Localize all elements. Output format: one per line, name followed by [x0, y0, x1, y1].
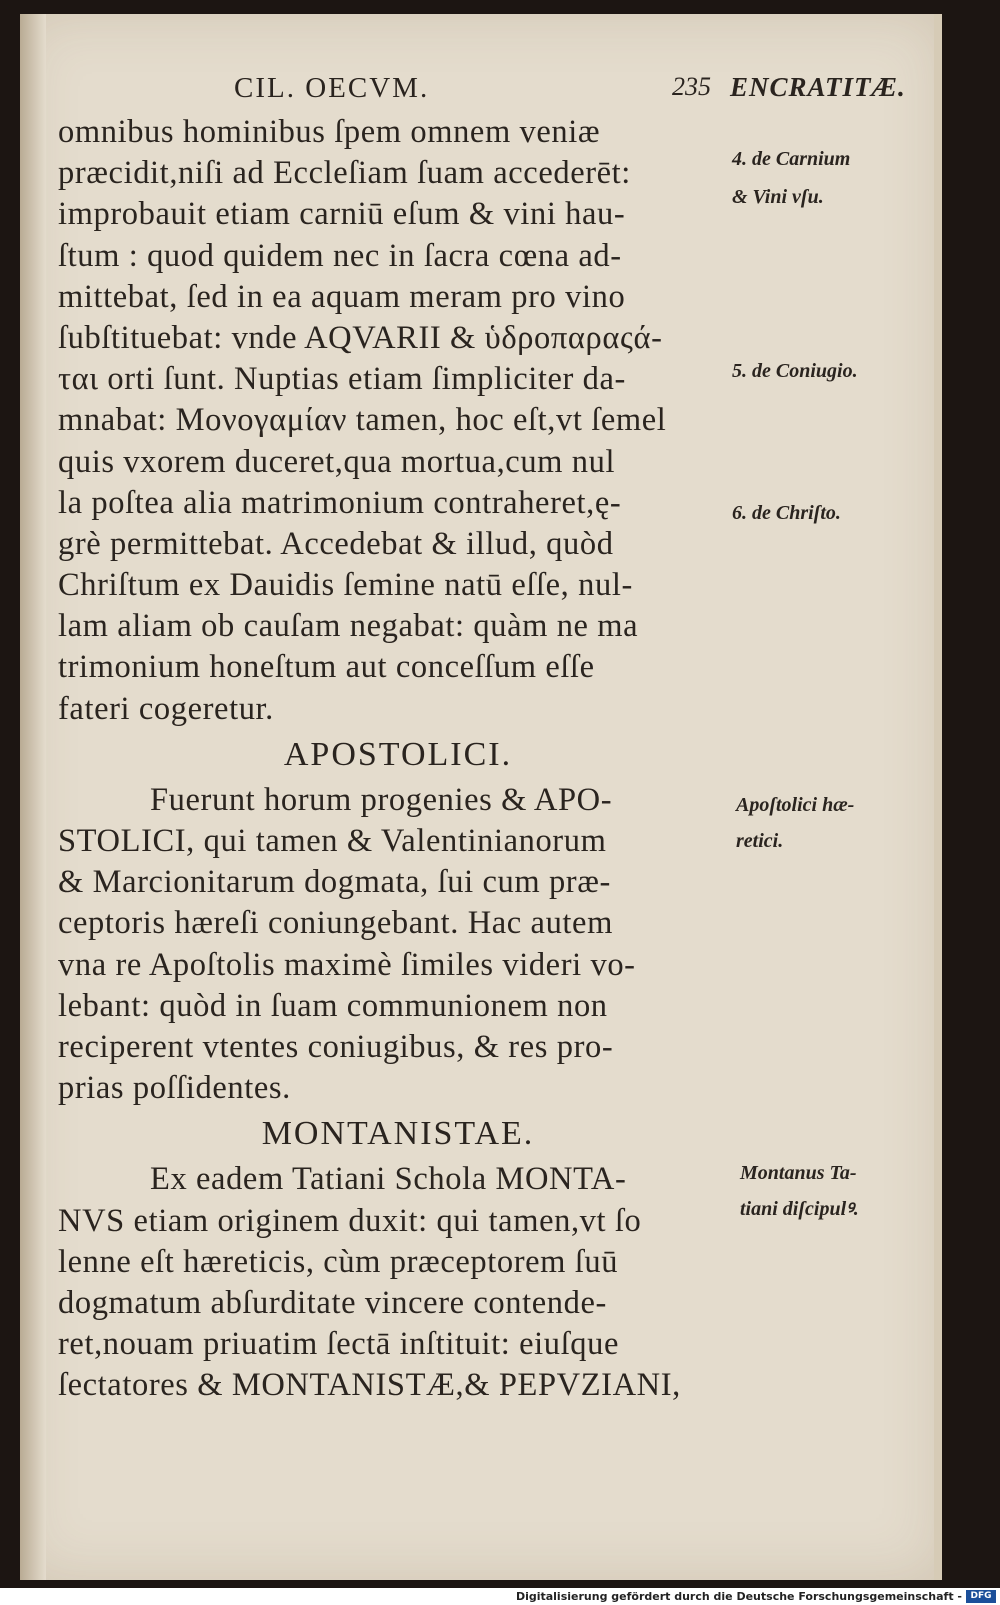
text-line: præcidit,niſi ad Eccleſiam ſuam accederēt:: [58, 155, 631, 192]
text-line: Chriſtum ex Dauidis ſemine natū eſſe, nul-: [58, 567, 633, 604]
page-gutter: [20, 14, 46, 1580]
margin-note-montanus-line2: tiani diſcipulꝰ.: [740, 1198, 859, 1220]
margin-note-montanus-line1: Montanus Ta-: [740, 1162, 857, 1184]
text-line: ſectatores & MONTANISTÆ,& PEPVZIANI,: [58, 1367, 681, 1404]
margin-note-carnium: 4. de Carnium: [732, 148, 851, 170]
text-line: Fuerunt horum progenies & APO-: [150, 781, 613, 818]
running-head-right: ENCRATITÆ.: [730, 72, 906, 102]
text-line: NVS etiam originem duxit: qui tamen,vt ſo: [58, 1202, 642, 1239]
text-line: reciperent vtentes coniugibus, & res pro-: [58, 1028, 614, 1065]
text-line: ret,nouam priuatim ſectā inſtituit: eiuſque: [58, 1326, 620, 1363]
main-text-column: [58, 112, 738, 1406]
text-line: omnibus hominibus ſpem omnem veniæ: [58, 114, 601, 150]
page-edge: [934, 14, 942, 1580]
text-line: mnabat: Μονογαμίαν tamen, hoc eſt,vt ſemel: [58, 402, 667, 439]
text-line: grè permittebat. Accedebat & illud, quòd: [58, 525, 614, 562]
text-line: & Marcionitarum dogmata, ſui cum præ-: [58, 864, 611, 901]
book-page: [20, 14, 942, 1580]
dfg-logo: DFG: [966, 1590, 996, 1603]
text-line: ceptoris hæreſi coniungebant. Hac autem: [58, 905, 613, 942]
digitization-footer: [0, 1589, 1000, 1605]
page-number: 235: [672, 72, 711, 101]
text-line: quis vxorem duceret,qua mortua,cum nul: [58, 443, 616, 480]
footer-credit: Digitalisierung gefördert durch die Deutsche Forschungsgemeinschaft -: [515, 1590, 962, 1603]
text-line: lebant: quòd in ſuam communionem non: [58, 987, 608, 1024]
text-line: ται orti ſunt. Nuptias etiam ſimpliciter da-: [58, 361, 626, 398]
text-line: lenne eſt hæreticis, cùm præceptorem ſuū: [58, 1243, 619, 1280]
running-head-left: CIL. OECVM.: [234, 72, 430, 104]
text-line: trimonium honeſtum aut conceſſum eſſe: [58, 649, 595, 686]
text-line: improbauit etiam carniū eſum & vini hau-: [58, 196, 626, 233]
text-line: vna re Apoſtolis maximè ſimiles videri vo-: [58, 946, 636, 983]
section-heading-apostolici: APOSTOLICI.: [283, 735, 513, 773]
text-line: lam aliam ob cauſam negabat: quàm ne ma: [58, 608, 639, 645]
running-head: [20, 72, 942, 108]
text-line: mittebat, ſed in ea aquam meram pro vino: [58, 278, 626, 315]
text-line: dogmatum abſurditate vincere contende-: [58, 1284, 607, 1321]
text-line: Ex eadem Tatiani Schola MONTA-: [150, 1161, 627, 1198]
text-line: fateri cogeretur.: [58, 690, 274, 727]
text-line: prias poſſidentes.: [58, 1070, 291, 1107]
margin-note-apostolici-line2: retici.: [736, 830, 784, 852]
margin-note-vini: & Vini vſu.: [732, 186, 824, 208]
margin-note-coniugio: 5. de Coniugio.: [732, 360, 858, 382]
margin-note-apostolici-line1: Apoſtolici hæ-: [736, 794, 855, 816]
text-line: ſubſtituebat: vnde AQVARII & ὑδροπαραςά-: [58, 319, 663, 356]
section-heading-montanistae: MONTANISTAE.: [261, 1115, 535, 1153]
text-line: ſtum : quod quidem nec in ſacra cœna ad-: [58, 237, 622, 274]
text-line: la poſtea alia matrimonium contraheret,ę-: [58, 484, 622, 521]
text-line: STOLICI, qui tamen & Valentinianorum: [58, 823, 607, 859]
margin-note-christo: 6. de Chriſto.: [732, 502, 841, 524]
